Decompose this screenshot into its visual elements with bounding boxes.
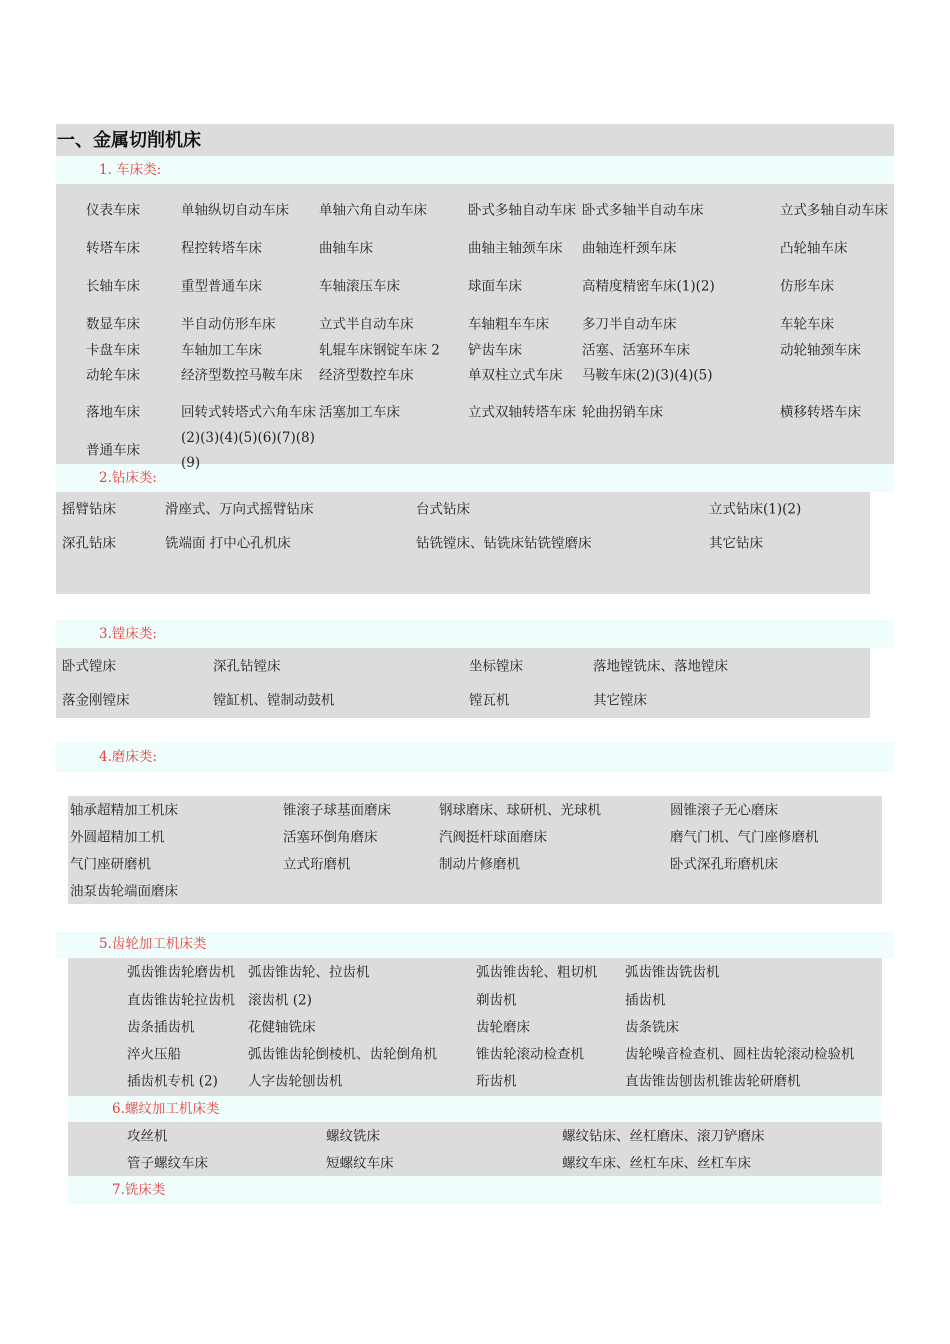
lathe-cell: 重型普通车床 bbox=[181, 278, 262, 295]
lathe-cell: 活塞加工车床 bbox=[319, 404, 400, 421]
drill-cell: 深孔钻床 bbox=[62, 535, 116, 552]
lathe-cell: 半自动仿形车床 bbox=[181, 316, 276, 333]
milling-title: 7.铣床类 bbox=[112, 1182, 166, 1198]
grinding-cell: 磨气门机、气门座修磨机 bbox=[670, 829, 819, 846]
gear-cell: 直齿锥齿轮拉齿机 bbox=[127, 992, 235, 1009]
lathe-cell: 铲齿车床 bbox=[468, 342, 522, 358]
lathe-cell: 回转式转塔式六角车床 bbox=[181, 404, 316, 421]
boring-cell: 其它镗床 bbox=[593, 692, 647, 709]
lathe-cell: 转塔车床 bbox=[86, 240, 140, 257]
gear-cell: 珩齿机 bbox=[476, 1073, 517, 1090]
grinding-title-band bbox=[56, 742, 894, 772]
boring-cell: 镗瓦机 bbox=[469, 692, 510, 709]
lathe-cell: 曲轴连杆颈车床 bbox=[582, 240, 677, 257]
lathe-cell: 凸轮轴车床 bbox=[780, 240, 848, 257]
boring-title: 3.镗床类: bbox=[99, 626, 157, 642]
gear-cell: 插齿机专机 (2) bbox=[127, 1073, 218, 1090]
lathe-cell: 动轮轴颈车床 bbox=[780, 342, 861, 358]
gear-cell: 弧齿锥齿轮、拉齿机 bbox=[248, 964, 370, 981]
thread-cell: 管子螺纹车床 bbox=[127, 1155, 208, 1172]
lathe-cell: 车轴滚压车床 bbox=[319, 278, 400, 295]
gear-cell: 齿条铣床 bbox=[625, 1019, 679, 1036]
lathe-cell: 单双柱立式车床 bbox=[468, 367, 563, 383]
drill-cell: 其它钻床 bbox=[709, 535, 763, 552]
lathe-title-band bbox=[56, 156, 894, 184]
gear-cell: 淬火压船 bbox=[127, 1046, 181, 1063]
lathe-cell: 数显车床 bbox=[86, 316, 140, 333]
drill-cell: 台式钻床 bbox=[416, 501, 470, 518]
grinding-cell: 汽阀挺杆球面磨床 bbox=[439, 829, 547, 846]
gear-cell: 齿轮磨床 bbox=[476, 1019, 530, 1036]
boring-title-band bbox=[56, 620, 894, 648]
drill-cell: 滑座式、万向式摇臂钻床 bbox=[165, 501, 314, 518]
lathe-cell: 卧式多轴半自动车床 bbox=[582, 202, 704, 219]
grinding-cell: 圆锥滚子无心磨床 bbox=[670, 802, 778, 819]
lathe-cell: 长轴车床 bbox=[86, 278, 140, 295]
milling-title-band bbox=[68, 1176, 882, 1204]
boring-cell: 坐标镗床 bbox=[469, 658, 523, 675]
gear-cell: 齿轮噪音检查机、圆柱齿轮滚动检验机 bbox=[625, 1046, 855, 1063]
lathe-cell: 高精度精密车床(1)(2) bbox=[582, 278, 715, 295]
thread-cell: 螺纹钻床、丝杠磨床、滚刀铲磨床 bbox=[562, 1128, 765, 1145]
lathe-cell: 仪表车床 bbox=[86, 202, 140, 219]
grinding-cell: 外圆超精加工机 bbox=[70, 829, 165, 846]
gear-cell: 弧齿锥齿轮、粗切机 bbox=[476, 964, 598, 981]
thread-cell: 攻丝机 bbox=[127, 1128, 168, 1145]
boring-cell: 深孔钻镗床 bbox=[213, 658, 281, 675]
lathe-cell: 经济型数控车床 bbox=[319, 367, 414, 383]
drill-cell: 钻铣镗床、钻铣床钻铣镗磨床 bbox=[416, 535, 592, 552]
lathe-cell: 单轴纵切自动车床 bbox=[181, 202, 289, 219]
grinding-cell: 锥滚子球基面磨床 bbox=[283, 802, 391, 819]
lathe-cell: 经济型数控马鞍车床 bbox=[181, 367, 303, 383]
lathe-cell: 立式双轴转塔车床 bbox=[468, 404, 576, 421]
thread-cell: 螺纹铣床 bbox=[326, 1128, 380, 1145]
grinding-cell: 气门座研磨机 bbox=[70, 856, 151, 873]
lathe-cell: 车轴加工车床 bbox=[181, 342, 262, 358]
gear-cell: 锥齿轮滚动检查机 bbox=[476, 1046, 584, 1063]
lathe-cell: 球面车床 bbox=[468, 278, 522, 295]
thread-title: 6.螺纹加工机床类 bbox=[112, 1101, 220, 1117]
thread-cell: 螺纹车床、丝杠车床、丝杠车床 bbox=[562, 1155, 751, 1172]
grinding-cell: 立式珩磨机 bbox=[283, 856, 351, 873]
lathe-cell: 落地车床 bbox=[86, 404, 140, 421]
grinding-cell: 钢球磨床、球研机、光球机 bbox=[439, 802, 601, 819]
lathe-cell: 车轴粗车车床 bbox=[468, 316, 549, 333]
lathe-cell: 卧式多轴自动车床 bbox=[468, 202, 576, 219]
lathe-title: 1. 车床类: bbox=[99, 162, 162, 178]
grinding-cell: 制动片修磨机 bbox=[439, 856, 520, 873]
gear-cell: 人字齿轮刨齿机 bbox=[248, 1073, 343, 1090]
lathe-cell: 活塞、活塞环车床 bbox=[582, 342, 690, 358]
lathe-cell: 立式多轴自动车床 bbox=[780, 202, 888, 219]
lathe-cell: 轮曲拐销车床 bbox=[582, 404, 663, 421]
gear-cell: 弧齿锥齿轮倒棱机、齿轮倒角机 bbox=[248, 1046, 437, 1063]
boring-cell: 落地镗铣床、落地镗床 bbox=[593, 658, 728, 675]
gear-cell: 弧齿锥齿铣齿机 bbox=[625, 964, 720, 981]
gear-cell: 直齿锥齿刨齿机锥齿轮研磨机 bbox=[625, 1073, 801, 1090]
lathe-cell: 曲轴主轴颈车床 bbox=[468, 240, 563, 257]
boring-cell: 落金刚镗床 bbox=[62, 692, 130, 709]
gear-title: 5.齿轮加工机床类 bbox=[99, 936, 207, 952]
page-heading: 一、金属切削机床 bbox=[57, 130, 201, 151]
gear-cell: 齿条插齿机 bbox=[127, 1019, 195, 1036]
lathe-cell: 多刀半自动车床 bbox=[582, 316, 677, 333]
grinding-cell: 油泵齿轮端面磨床 bbox=[70, 883, 178, 900]
lathe-cell: 车轮车床 bbox=[780, 316, 834, 333]
lathe-cell: 普通车床 bbox=[86, 442, 140, 458]
gear-cell: 花健轴铣床 bbox=[248, 1019, 316, 1036]
lathe-cell: 曲轴车床 bbox=[319, 240, 373, 257]
grinding-title: 4.磨床类: bbox=[99, 749, 157, 765]
lathe-cell: 横移转塔车床 bbox=[780, 404, 861, 421]
lathe-cell: 轧辊车床钢锭车床 2 bbox=[319, 342, 440, 358]
gear-cell: 弧齿锥齿轮磨齿机 bbox=[127, 964, 235, 981]
drill-cell: 铣端面 打中心孔机床 bbox=[165, 535, 291, 552]
lathe-cell: 立式半自动车床 bbox=[319, 316, 414, 333]
lathe-cell: 马鞍车床(2)(3)(4)(5) bbox=[582, 367, 713, 383]
lathe-cell: (2)(3)(4)(5)(6)(7)(8)(9) bbox=[181, 429, 315, 471]
lathe-cell: 单轴六角自动车床 bbox=[319, 202, 427, 219]
grinding-cell: 卧式深孔珩磨机床 bbox=[670, 856, 778, 873]
lathe-cell: 动轮车床 bbox=[86, 367, 140, 383]
lathe-cell: 卡盘车床 bbox=[86, 342, 140, 358]
lathe-cell: 程控转塔车床 bbox=[181, 240, 262, 257]
boring-cell: 镗缸机、镗制动鼓机 bbox=[213, 692, 335, 709]
drill-cell: 摇臂钻床 bbox=[62, 501, 116, 518]
gear-cell: 滚齿机 (2) bbox=[248, 992, 312, 1009]
grinding-cell: 轴承超精加工机床 bbox=[70, 802, 178, 819]
boring-cell: 卧式镗床 bbox=[62, 658, 116, 675]
thread-cell: 短螺纹车床 bbox=[326, 1155, 394, 1172]
drill-title: 2.钻床类: bbox=[99, 470, 157, 486]
gear-cell: 插齿机 bbox=[625, 992, 666, 1009]
gear-cell: 剃齿机 bbox=[476, 992, 517, 1009]
lathe-cell: 仿形车床 bbox=[780, 278, 834, 295]
drill-cell: 立式钻床(1)(2) bbox=[709, 501, 802, 518]
grinding-cell: 活塞环倒角磨床 bbox=[283, 829, 378, 846]
